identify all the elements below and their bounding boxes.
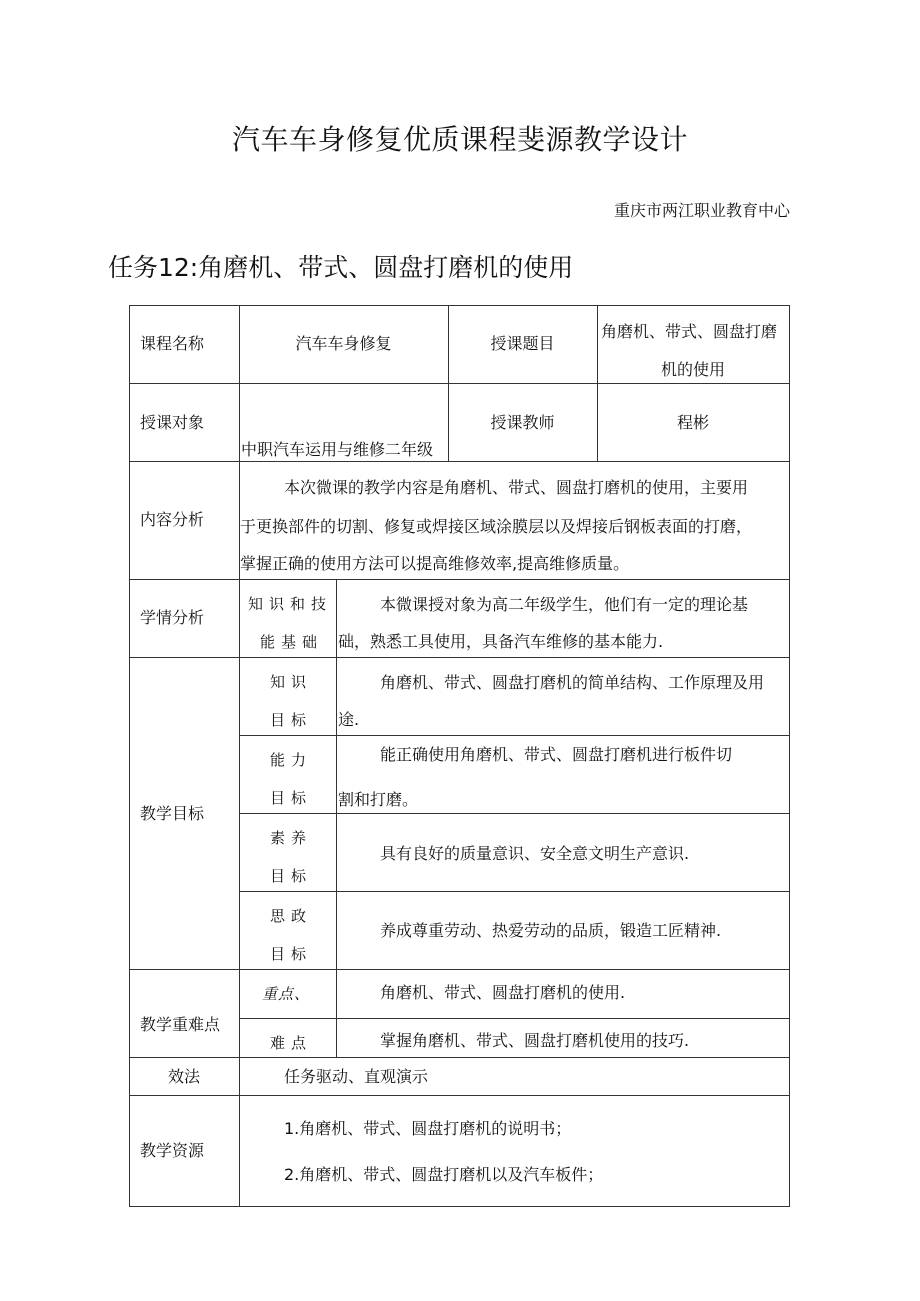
key-point-value: 角磨机、带式、圆盘打磨机的使用.	[380, 983, 626, 1002]
course-name-value: 汽车车身修复	[295, 334, 392, 353]
organization-name: 重庆市两江职业教育中心	[613, 201, 790, 220]
learner-sub-line1: 知识和技	[248, 595, 333, 613]
objective-sub-line2: 目标	[270, 867, 313, 885]
objective-line1: 能正确使用角磨机、带式、圆盘打磨机进行板件切	[380, 745, 733, 764]
objective-line2: 割和打磨。	[338, 790, 419, 809]
content-label: 内容分析	[140, 510, 205, 529]
learner-label: 学情分析	[140, 608, 205, 627]
course-name-label: 课程名称	[140, 334, 205, 353]
resource-item: 1.角磨机、带式、圆盘打磨机的说明书；	[284, 1119, 572, 1138]
learner-sub-line2: 能基础	[260, 633, 324, 651]
objective-line1: 养成尊重劳动、热爱劳动的品质，锻造工匠精神.	[380, 921, 722, 940]
method-value: 任务驱动、直观演示	[284, 1067, 429, 1086]
learner-line: 本微课授对象为高二年级学生，他们有一定的理论基	[380, 595, 749, 614]
difficulty-value: 掌握角磨机、带式、圆盘打磨机使用的技巧.	[380, 1031, 690, 1050]
resource-item: 2.角磨机、带式、圆盘打磨机以及汽车板件；	[284, 1165, 604, 1184]
resources-label: 教学资源	[140, 1141, 205, 1160]
learner-line: 础，熟悉工具使用，具备汽车维修的基本能力.	[338, 632, 664, 651]
task-heading: 任务12:角磨机、带式、圆盘打磨机的使用	[108, 253, 574, 282]
objective-sub-line2: 目标	[270, 711, 313, 729]
audience-label: 授课对象	[140, 413, 205, 432]
objective-sub-line1: 素养	[270, 829, 313, 847]
objective-line1: 角磨机、带式、圆盘打磨机的简单结构、工作原理及用	[380, 673, 765, 692]
document-title: 汽车车身修复优质课程斐源教学设计	[231, 123, 688, 156]
teacher-value: 程彬	[676, 413, 709, 432]
objective-line1: 具有良好的质量意识、安全意文明生产意识.	[380, 844, 690, 863]
key-point-sub: 重点、	[262, 985, 311, 1003]
objective-sub-line2: 目标	[270, 945, 313, 963]
difficulty-sub: 难点	[270, 1034, 313, 1052]
topic-value-line2: 机的使用	[660, 360, 725, 379]
objectives-label: 教学目标	[140, 804, 205, 823]
content-line: 本次微课的教学内容是角磨机、带式、圆盘打磨机的使用，主要用	[284, 478, 749, 497]
content-line: 掌握正确的使用方法可以提高维修效率,提高维修质量。	[240, 554, 630, 573]
audience-value: 中职汽车运用与维修二年级	[241, 440, 434, 459]
objective-sub-line1: 能力	[270, 751, 313, 769]
objective-sub-line1: 思政	[270, 907, 313, 925]
method-label: 效法	[167, 1067, 200, 1086]
objective-sub-line1: 知识	[270, 673, 313, 691]
content-line: 于更换部件的切割、修复或焊接区域涂膜层以及焊接后钢板表面的打磨，	[240, 517, 753, 536]
objective-line2: 途.	[338, 710, 360, 729]
topic-label: 授课题目	[490, 334, 555, 353]
objective-sub-line2: 目标	[270, 789, 313, 807]
topic-value-line1: 角磨机、带式、圆盘打磨	[601, 322, 778, 341]
key-points-label: 教学重难点	[140, 1015, 221, 1034]
teacher-label: 授课教师	[490, 413, 555, 432]
